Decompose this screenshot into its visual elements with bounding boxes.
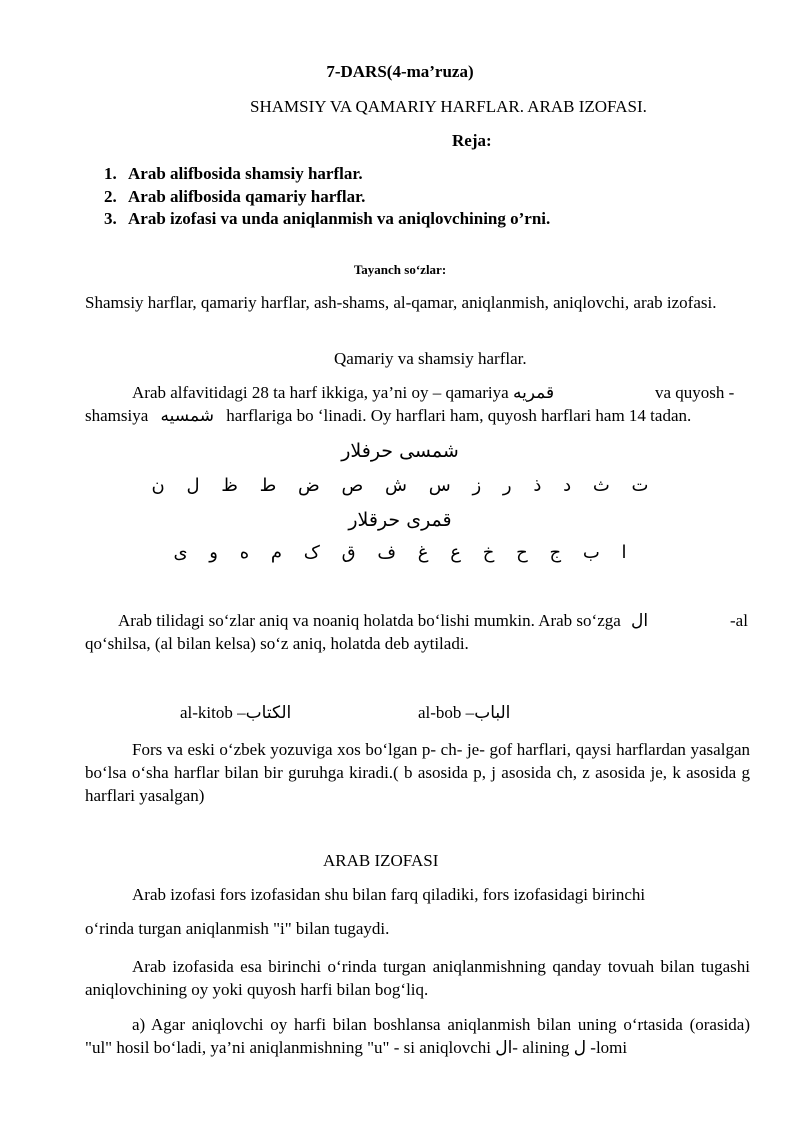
letter: ن	[151, 475, 165, 496]
lesson-number: 7-DARS(4-ma’ruza)	[326, 62, 474, 81]
letter: ر	[502, 475, 512, 496]
paragraph-alphabet-line1: Arab alfavitidagi 28 ta harf ikkiga, ya’ni oy – qamariya قمريه	[132, 383, 555, 403]
letter: ل	[186, 475, 200, 496]
letter: ش	[385, 475, 408, 496]
plan-item: 2. Arab alifbosida qamariy harflar.	[104, 186, 366, 206]
letter: د	[563, 475, 572, 496]
plan-item: 1. Arab alifbosida shamsiy harflar.	[104, 164, 363, 183]
letter: ح	[516, 542, 528, 563]
page-title: SHAMSIY VA QAMARIY HARFLAR. ARAB IZOFASI.	[250, 97, 647, 116]
paragraph-definite-line1: Arab tilidagi so‘zlar aniq va noaniq holatda bo‘lishi mumkin. Arab so‘zga ال	[118, 611, 649, 631]
letter: خ	[482, 542, 495, 563]
example-al-kitob: al-kitob –الكتاب	[180, 703, 292, 723]
shamsiy-letters-row	[0, 475, 800, 496]
paragraph-definite-line2: qo‘shilsa, (al bilan kelsa) so‘z aniq, holatda deb aytiladi.	[85, 634, 469, 653]
plan-list	[104, 163, 550, 231]
keywords-label: Tayanch so‘zlar:	[353, 262, 447, 277]
paragraph-izofa-ending: Arab izofasida esa birinchi o‘rinda turgan aniqlanmishning qanday tovuah bilan tugashi aniqlovchining oy yoki quyosh harfi bilan bog‘liq.	[85, 957, 750, 999]
letter: ج	[549, 542, 562, 563]
letter: ه	[239, 542, 250, 563]
section-title-arab-izofasi: ARAB IZOFASI	[323, 851, 439, 870]
letter: ى	[173, 542, 188, 563]
letter: ک	[303, 542, 320, 563]
keywords-text: Shamsiy harflar, qamariy harflar, ash-shams, al-qamar, aniqlanmish, aniqlovchi, arab izofasi.	[85, 293, 717, 312]
plan-label: Reja:	[452, 131, 492, 150]
letter: ف	[377, 542, 397, 563]
letter: س	[428, 475, 451, 496]
paragraph-persian-letters: Fors va eski o‘zbek yozuviga xos bo‘lgan p- ch- je- gof harflari, qaysi harflardan yasalgan bo‘lsa o‘sha harflar bilan bir guruhga kiradi.( b asosida p, j asosida ch, z asosida je, k asosida g harflari yasalgan)	[85, 740, 750, 805]
letter: ز	[472, 475, 482, 496]
paragraph-izofa-line2: o‘rinda turgan aniqlanmish "i" bilan tugaydi.	[85, 919, 390, 938]
paragraph-alphabet-line2: shamsiya شمسيه harflariga bo ‘linadi. Oy harflari ham, quyosh harflari ham 14 tadan.	[85, 406, 692, 426]
letter: ا	[621, 542, 627, 563]
letter: ع	[450, 542, 461, 563]
section-title-qamariy-shamsiy: Qamariy va shamsiy harflar.	[334, 349, 527, 368]
letter: ص	[341, 475, 364, 496]
letter: ظ	[221, 475, 238, 496]
letter: و	[209, 542, 218, 563]
letter: غ	[417, 542, 429, 563]
letter: ث	[592, 475, 610, 496]
letter: ب	[582, 542, 600, 563]
letter: ذ	[533, 475, 542, 496]
paragraph-alphabet-line1-end: va quyosh -	[655, 383, 735, 402]
qamariy-letters-row	[0, 542, 800, 563]
shamsiy-heading: شمسى حرفلار	[341, 440, 459, 462]
paragraph-izofa-rule-a: a) Agar aniqlovchi oy harfi bilan boshlansa aniqlanmish bilan uning o‘rtasida (orasida) "ul" hosil bo‘ladi, ya’ni aniqlanmishning "u" - si aniqlovchi ال- alining ل -lomi	[85, 1015, 750, 1058]
plan-item: 3. Arab izofasi va unda aniqlanmish va aniqlovchining o’rni.	[104, 209, 551, 228]
paragraph-definite-line1-end: -al	[730, 611, 748, 630]
letter: ض	[298, 475, 320, 496]
paragraph-izofa-line1: Arab izofasi fors izofasidan shu bilan farq qiladiki, fors izofasidagi birinchi	[132, 885, 646, 904]
letter: م	[270, 542, 283, 563]
letter: ط	[259, 475, 277, 496]
letter: ق	[341, 542, 356, 563]
letter: ت	[631, 475, 649, 496]
qamariy-heading: قمرى حرقلار	[348, 509, 452, 531]
example-al-bob: al-bob –الباب	[418, 703, 511, 723]
